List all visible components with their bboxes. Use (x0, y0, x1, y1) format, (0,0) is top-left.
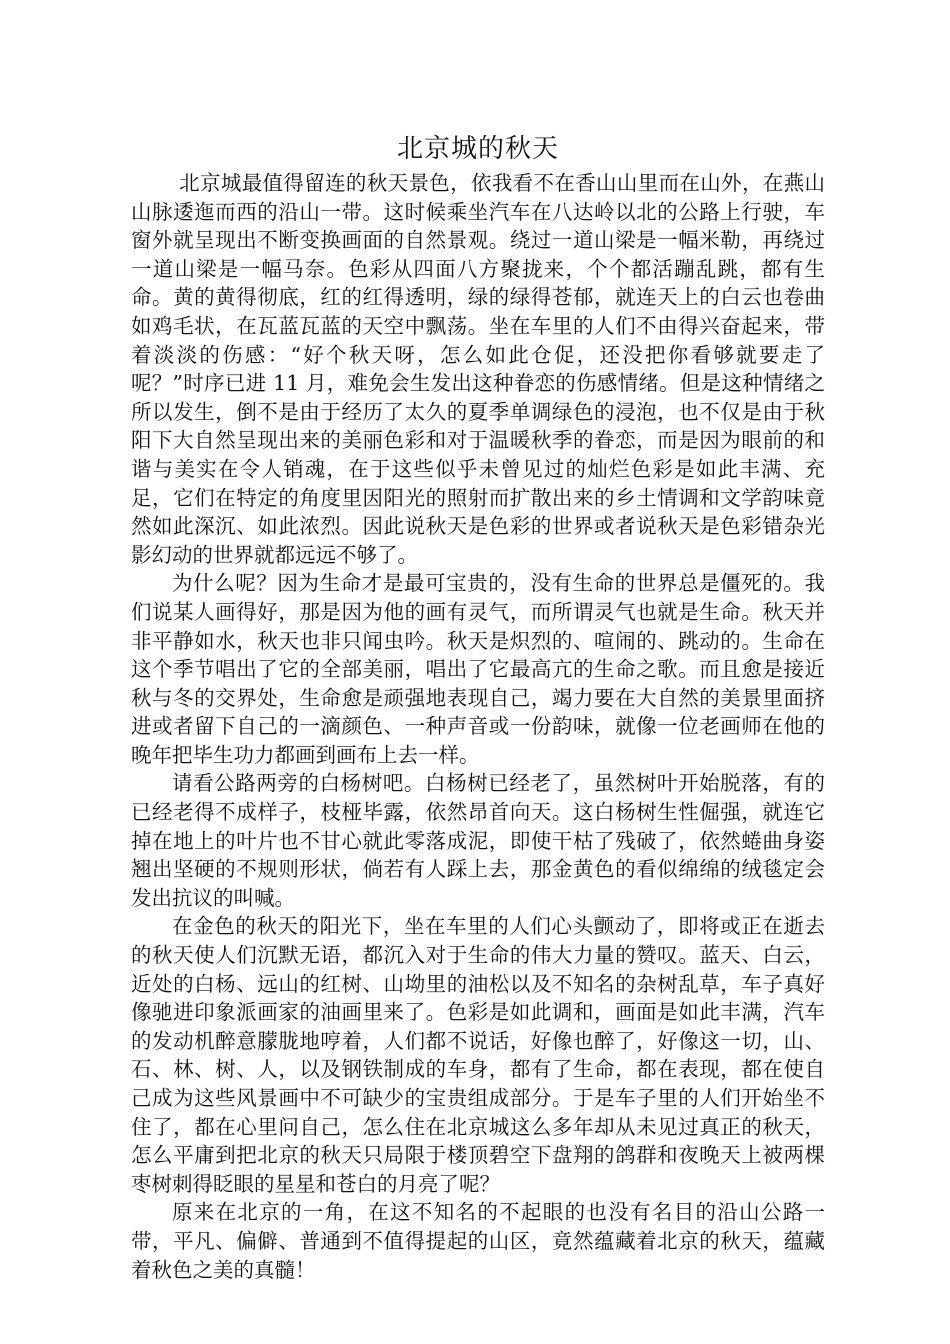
paragraph-3: 请看公路两旁的白杨树吧。白杨树已经老了，虽然树叶开始脱落，有的已经老得不成样子，枝桠毕露，依然昂首向天。这白杨树生性倔强，就连它掉在地上的叶片也不甘心就此零落成泥，即使干枯了残破了，依然蜷曲身姿翘出坚硬的不规则形状，倘若有人踩上去，那金黄色的看似绵绵的绒毯定会发出抗议的叫喊。 (131, 771, 825, 910)
paragraph-5: 原来在北京的一角，在这不知名的不起眼的也没有名目的沿山公路一带，平凡、偏僻、普通到不值得提起的山区，竟然蕴藏着北京的秋天，蕴藏着秋色之美的真髓！ (131, 1200, 825, 1282)
document-body (131, 131, 825, 1284)
paragraph-1: 北京城最值得留连的秋天景色，依我看不在香山山里而在山外，在燕山山脉逶迤而西的沿山一带。这时候乘坐汽车在八达岭以北的公路上行驶，车窗外就呈现出不断变换画面的自然景观。绕过一道山梁是一幅米勒，再绕过一道山梁是一幅马奈。色彩从四面八方聚拢来，个个都活蹦乱跳，都有生命。黄的黄得彻底，红的红得透明，绿的绿得苍郁，就连天上的白云也卷曲如鸡毛状，在瓦蓝瓦蓝的天空中飘荡。坐在车里的人们不由得兴奋起来，带着淡淡的伤感：“好个秋天呀，怎么如此仓促，还没把你看够就要走了呢？”时序已进 11 月，难免会生发出这种眷恋的伤感情绪。但是这种情绪之所以发生，倒不是由于经历了太久的夏季单调绿色的浸泡，也不仅是由于秋阳下大自然呈现出来的美丽色彩和对于温暖秋季的眷恋，而是因为眼前的和谐与美实在令人销魂，在于这些似乎未曾见过的灿烂色彩是如此丰满、充足，它们在特定的角度里因阳光的照射而扩散出来的乡土情调和文学韵味竟然如此深沉、如此浓烈。因此说秋天是色彩的世界或者说秋天是色彩错杂光影幻动的世界就都远远不够了。 (131, 171, 825, 567)
document-title: 北京城的秋天 (396, 134, 559, 164)
paragraph-2: 为什么呢？因为生命才是最可宝贵的，没有生命的世界总是僵死的。我们说某人画得好，那是因为他的画有灵气，而所谓灵气也就是生命。秋天并非平静如水，秋天也非只闻虫吟。秋天是炽烈的、喧闹的、跳动的。生命在这个季节唱出了它的全部美丽，唱出了它最高亢的生命之歌。而且愈是接近秋与冬的交界处，生命愈是顽强地表现自己，竭力要在大自然的美景里面挤进或者留下自己的一滴颜色、一种声音或一份韵味，就像一位老画师在他的晚年把毕生功力都画到画布上去一样。 (131, 571, 825, 767)
paragraph-4: 在金色的秋天的阳光下，坐在车里的人们心头颤动了，即将或正在逝去的秋天使人们沉默无语，都沉入对于生命的伟大力量的赞叹。蓝天、白云，近处的白杨、远山的红树、山坳里的油松以及不知名的杂树乱草，车子真好像驰进印象派画家的油画里来了。色彩是如此调和，画面是如此丰满，汽车的发动机醉意朦胧地哼着，人们都不说话，好像也醉了，好像这一切，山、石、林、树、人，以及钢铁制成的车身，都有了生命，都在表现，都在使自己成为这些风景画中不可缺少的宝贵组成部分。于是车子里的人们开始坐不住了，都在心里问自己，怎么住在北京城这么多年却从未见过真正的秋天，怎么平庸到把北京的秋天只局限于楼顶碧空下盘翔的鸽群和夜晚天上被两棵枣树刺得眨眼的星星和苍白的月亮了呢？ (131, 914, 825, 1196)
